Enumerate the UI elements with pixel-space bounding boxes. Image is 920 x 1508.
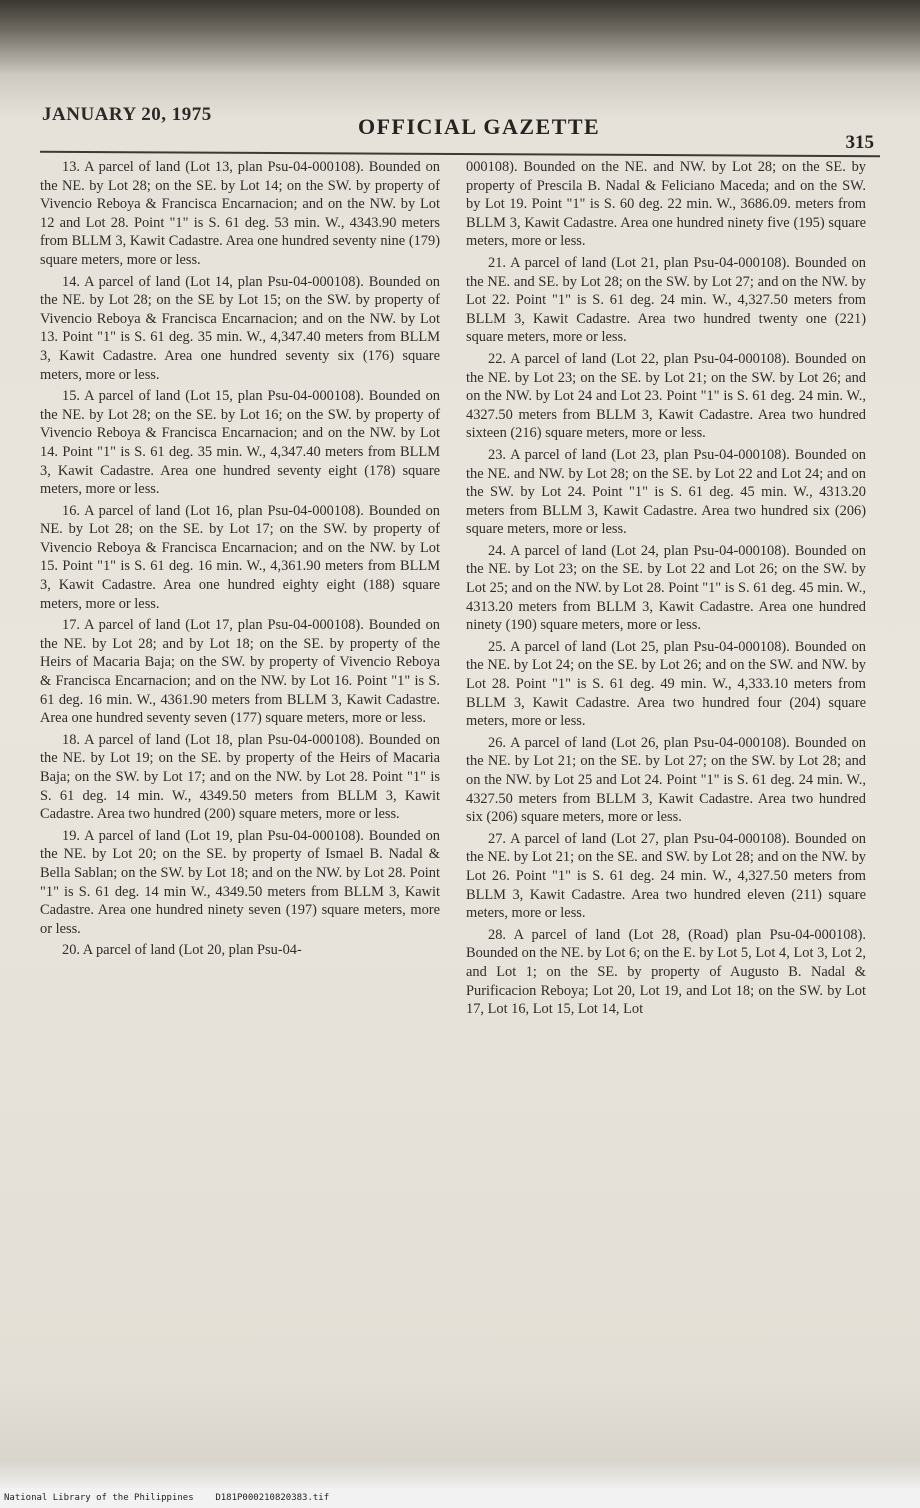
paragraph-lot-28: 28. A parcel of land (Lot 28, (Road) plan Psu-04-000108). Bounded on the NE. by Lot 6; on the E. by Lot 5, Lot 4, Lot 3, Lot 2, and Lot 1; on the SE. by property of Augusto B. Nadal & Purificacion Reboya; Lot 20, Lot 19, and Lot 18; on the SW. by Lot 17, Lot 16, Lot 15, Lot 14, Lot [466,926,866,1018]
paragraph-lot-19: 19. A parcel of land (Lot 19, plan Psu-04-000108). Bounded on the NE. by Lot 20; on the SE. by property of Ismael B. Nadal & Bella Sablan; on the SW. by Lot 18; and on the NW. by Lot 28. Point "1" is S. 61 deg. 14 min W., 4349.50 meters from BLLM 3, Kawit Cadastre. Area one hundred ninety seven (197) square meters, more or less. [40,827,440,937]
paragraph-lot-25: 25. A parcel of land (Lot 25, plan Psu-04-000108). Bounded on the NE. by Lot 24; on the SE. by Lot 26; and on the SW. and NW. by Lot 28. Point "1" is S. 61 deg. 49 min. W., 4,333.10 meters from BLLM 3, Kawit Cadastre. Area two hundred four (204) square meters, more or less. [466,638,866,730]
paragraph-lot-26: 26. A parcel of land (Lot 26, plan Psu-04-000108). Bounded on the NE. by Lot 21; on the SE. by Lot 27; on the SW. by Lot 28; and on the NW. by Lot 25 and Lot 24. Point "1" is S. 61 deg. 24 min. W., 4327.50 meters from BLLM 3, Kawit Cadastre. Area two hundred six (206) square meters, more or less. [466,734,866,826]
publication-title: OFFICIAL GAZETTE [358,114,601,139]
paragraph-lot-24: 24. A parcel of land (Lot 24, plan Psu-04-000108). Bounded on the NE. by Lot 23; on the SE. by Lot 22 and Lot 26; on the SW. by Lot 25; and on the NW. by Lot 28. Point "1" is S. 61 deg. 45 min. W., 4313.20 meters from BLLM 3, Kawit Cadastre. Area one hundred ninety (190) square meters, more or less. [466,542,866,634]
paragraph-lot-20-start: 20. A parcel of land (Lot 20, plan Psu-04- [62,942,302,959]
library-credit: National Library of the Philippines [4,1493,194,1503]
scan-footer [0,1488,920,1508]
paragraph-lot-20-continued: 000108). Bounded on the NE. and NW. by Lot 28; on the SE. by property of Prescila B. Nadal & Feliciano Maceda; and on the SW. by Lot 19. Point "1" is S. 60 deg. 22 min. W., 3686.09. meters from BLLM 3, Kawit Cadastre. Area one hundred ninety five (195) square meters, more or less. [466,159,866,250]
paragraph-lot-13: 13. A parcel of land (Lot 13, plan Psu-04-000108). Bounded on the NE. by Lot 28; on the SE. by Lot 14; on the SW. by property of Vivencio Reboya & Francisca Encarnacion; and on the NW. by Lot 12 and Lot 28. Point "1" is S. 61 deg. 53 min. W., 4343.90 meters from BLLM 3, Kawit Cadastre. Area one hundred seventy nine (179) square meters, more or less. [40,159,440,268]
left-column [40,158,440,963]
header-rule [40,151,880,157]
right-column [466,158,866,1022]
paragraph-lot-16: 16. A parcel of land (Lot 16, plan Psu-04-000108). Bounded on NE. by Lot 28; on the SE. by Lot 17; on the SW. by property of Vivencio Reboya & Francisca Encarnacion; and on the NW. by Lot 15. Point "1" is S. 61 deg. 16 min. W., 4,361.90 meters from BLLM 3, Kawit Cadastre. Area one hundred eighty eight (188) square meters, more or less. [40,502,440,612]
paragraph-lot-18: 18. A parcel of land (Lot 18, plan Psu-04-000108). Bounded on the NE. by Lot 19; on the SE. by property of the Heirs of Macaria Baja; on the SW. by Lot 17; and on the NW. by Lot 28. Point "1" is S. 61 deg. 14 min. W., 4349.50 meters from BLLM 3, Kawit Cadastre. Area two hundred (200) square meters, more or less. [40,731,440,823]
paragraph-lot-14: 14. A parcel of land (Lot 14, plan Psu-04-000108). Bounded on the NE. by Lot 28; on the SE by Lot 15; on the SW. by property of Vivencio Reboya & Francisca Encarnacion; and on the NW. by Lot 13. Point "1" is S. 61 deg. 35 min. W., 4,347.40 meters from BLLM 3, Kawit Cadastre. Area one hundred seventy six (176) square meters, more or less. [40,273,440,383]
paragraph-lot-15: 15. A parcel of land (Lot 15, plan Psu-04-000108). Bounded on the NE. by Lot 28; on the SE. by Lot 16; on the SW. by property of Vivencio Reboya & Francisca Encarnacion; and on the NW. by Lot 14. Point "1" is S. 61 deg. 35 min. W., 4,347.40 meters from BLLM 3, Kawit Cadastre. Area one hundred seventy eight (178) square meters, more or less. [40,388,440,498]
page-header [38,100,882,153]
paragraph-lot-17: 17. A parcel of land (Lot 17, plan Psu-04-000108). Bounded on the NE. by Lot 28; and by Lot 18; on the SE. by property of the Heirs of Macaria Baja; on the SW. by property of Vivencio Reboya & Francisca Encarnacion; and on the NW. by Lot 16. Point "1" is S. 61 deg. 16 min. W., 4361.90 meters from BLLM 3, Kawit Cadastre. Area one hundred seventy seven (177) square meters, more or less. [40,617,440,727]
issue-date: JANUARY 20, 1975 [42,104,212,125]
paragraph-lot-27: 27. A parcel of land (Lot 27, plan Psu-04-000108). Bounded on the NE. by Lot 21; on the SE. and SW. by Lot 28; and on the NW. by Lot 26. Point "1" is S. 61 deg. 24 min. W., 4,327.50 meters from BLLM 3, Kawit Cadastre. Area two hundred eleven (211) square meters, more or less. [466,830,866,922]
scan-file-name: D181P000210820383.tif [215,1493,330,1503]
page-number: 315 [845,132,874,153]
paragraph-lot-23: 23. A parcel of land (Lot 23, plan Psu-04-000108). Bounded on the NE. and NW. by Lot 28; on the SE. by Lot 22 and Lot 24; and on the SW. by Lot 24. Point "1" is S. 61 deg. 45 min. W., 4313.20 meters from BLLM 3, Kawit Cadastre. Area two hundred six (206) square meters, more or less. [466,446,866,538]
paragraph-lot-22: 22. A parcel of land (Lot 22, plan Psu-04-000108). Bounded on the NE. by Lot 23; on the SE. by Lot 21; on the SW. by Lot 26; and on the NW. by Lot 24 and Lot 23. Point "1" is S. 61 deg. 24 min. W., 4327.50 meters from BLLM 3, Kawit Cadastre. Area two hundred sixteen (216) square meters, more or less. [466,350,866,442]
paragraph-lot-21: 21. A parcel of land (Lot 21, plan Psu-04-000108). Bounded on the NE. and SE. by Lot 28; on the SW. by Lot 27; and on the NW. by Lot 22. Point "1" is S. 61 deg. 24 min. W., 4,327.50 meters from BLLM 3, Kawit Cadastre. Area two hundred twenty one (221) square meters, more or less. [466,254,866,346]
